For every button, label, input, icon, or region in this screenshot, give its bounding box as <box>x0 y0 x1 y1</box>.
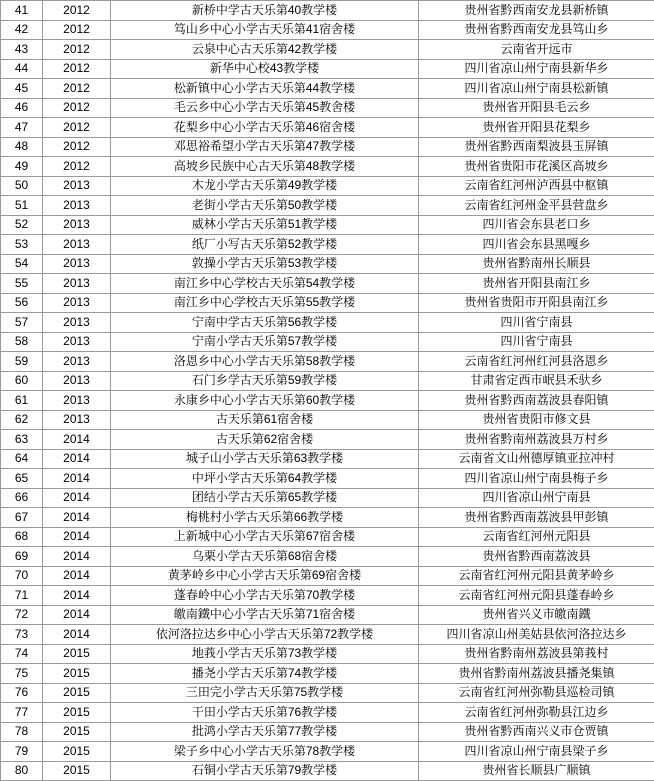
row-project-name: 上新城中心小学古天乐第67宿舍楼 <box>111 527 419 547</box>
row-project-name: 笃山乡中心小学古天乐第41宿舍楼 <box>111 20 419 40</box>
row-index: 54 <box>1 254 43 274</box>
row-year: 2012 <box>43 40 111 60</box>
row-project-name: 南江乡中心学校古天乐第54教学楼 <box>111 274 419 294</box>
row-index: 71 <box>1 586 43 606</box>
table-row <box>1 235 654 255</box>
row-year: 2015 <box>43 703 111 723</box>
row-index: 42 <box>1 20 43 40</box>
row-project-name: 花梨乡中心小学古天乐第46宿舍楼 <box>111 118 419 138</box>
row-location: 云南省红河州元阳县黄茅岭乡 <box>419 566 654 586</box>
row-location: 贵州省开阳县毛云乡 <box>419 98 654 118</box>
table-row <box>1 1 654 21</box>
row-year: 2013 <box>43 196 111 216</box>
table-row <box>1 118 654 138</box>
table-row <box>1 703 654 723</box>
row-index: 64 <box>1 449 43 469</box>
row-location: 四川省凉山州美姑县依河洛拉达乡 <box>419 625 654 645</box>
row-year: 2014 <box>43 508 111 528</box>
row-project-name: 蓬春岭中心小学古天乐第70教学楼 <box>111 586 419 606</box>
table-row <box>1 254 654 274</box>
row-year: 2015 <box>43 742 111 762</box>
row-year: 2013 <box>43 313 111 333</box>
row-index: 51 <box>1 196 43 216</box>
row-location: 云南省红河州弥勒县江边乡 <box>419 703 654 723</box>
row-year: 2014 <box>43 547 111 567</box>
row-index: 77 <box>1 703 43 723</box>
row-year: 2013 <box>43 254 111 274</box>
row-location: 贵州省贵阳市开阳县南江乡 <box>419 293 654 313</box>
row-year: 2013 <box>43 235 111 255</box>
table-row <box>1 586 654 606</box>
row-location: 贵州省黔南州荔波县播尧集镇 <box>419 664 654 684</box>
row-year: 2015 <box>43 644 111 664</box>
row-location: 贵州省贵阳市花溪区高坡乡 <box>419 157 654 177</box>
row-year: 2015 <box>43 664 111 684</box>
table-row <box>1 683 654 703</box>
table-row <box>1 293 654 313</box>
row-year: 2013 <box>43 274 111 294</box>
row-index: 79 <box>1 742 43 762</box>
table-row <box>1 410 654 430</box>
row-index: 60 <box>1 371 43 391</box>
row-index: 67 <box>1 508 43 528</box>
row-year: 2014 <box>43 605 111 625</box>
table-row <box>1 488 654 508</box>
row-index: 45 <box>1 79 43 99</box>
row-location: 贵州省黔南州荔波县第莪村 <box>419 644 654 664</box>
row-location: 贵州省黔西南安龙县笃山乡 <box>419 20 654 40</box>
row-project-name: 木龙小学古天乐第49教学楼 <box>111 176 419 196</box>
row-index: 49 <box>1 157 43 177</box>
row-project-name: 团结小学古天乐第65教学楼 <box>111 488 419 508</box>
table-row <box>1 79 654 99</box>
row-project-name: 威林小学古天乐第51教学楼 <box>111 215 419 235</box>
row-index: 73 <box>1 625 43 645</box>
table-row <box>1 547 654 567</box>
row-location: 贵州省黔西南兴义市仓贾镇 <box>419 722 654 742</box>
table-row <box>1 332 654 352</box>
row-project-name: 云泉中心古天乐第42教学楼 <box>111 40 419 60</box>
row-year: 2014 <box>43 566 111 586</box>
row-location: 云南省红河州弥勒县巡检司镇 <box>419 683 654 703</box>
row-location: 四川省凉山州宁南县 <box>419 488 654 508</box>
row-year: 2014 <box>43 430 111 450</box>
row-index: 76 <box>1 683 43 703</box>
row-year: 2014 <box>43 469 111 489</box>
row-location: 四川省宁南县 <box>419 313 654 333</box>
row-project-name: 洛恩乡中心小学古天乐第58教学楼 <box>111 352 419 372</box>
row-project-name: 梁子乡中心小学古天乐第78教学楼 <box>111 742 419 762</box>
row-location: 贵州省长顺县广顺镇 <box>419 761 654 781</box>
row-index: 65 <box>1 469 43 489</box>
row-location: 贵州省黔西南梨波县玉屏镇 <box>419 137 654 157</box>
row-index: 61 <box>1 391 43 411</box>
row-year: 2012 <box>43 20 111 40</box>
row-year: 2014 <box>43 449 111 469</box>
row-project-name: 古天乐第62宿舍楼 <box>111 430 419 450</box>
row-index: 56 <box>1 293 43 313</box>
row-year: 2014 <box>43 488 111 508</box>
row-index: 78 <box>1 722 43 742</box>
row-index: 43 <box>1 40 43 60</box>
row-project-name: 老街小学古天乐第50教学楼 <box>111 196 419 216</box>
row-year: 2013 <box>43 215 111 235</box>
table-row <box>1 98 654 118</box>
row-year: 2012 <box>43 1 111 21</box>
row-project-name: 永康乡中心小学古天乐第60教学楼 <box>111 391 419 411</box>
row-year: 2012 <box>43 79 111 99</box>
row-location: 四川省宁南县 <box>419 332 654 352</box>
row-location: 贵州省黔南州荔波县万村乡 <box>419 430 654 450</box>
row-location: 云南省红河州红河县洛恩乡 <box>419 352 654 372</box>
row-location: 贵州省开阳县南江乡 <box>419 274 654 294</box>
row-index: 41 <box>1 1 43 21</box>
table-row <box>1 352 654 372</box>
row-location: 四川省凉山州宁南县松新镇 <box>419 79 654 99</box>
row-year: 2012 <box>43 157 111 177</box>
row-year: 2013 <box>43 293 111 313</box>
row-project-name: 南江乡中心学校古天乐第55教学楼 <box>111 293 419 313</box>
row-index: 75 <box>1 664 43 684</box>
row-year: 2013 <box>43 410 111 430</box>
table-row <box>1 722 654 742</box>
row-index: 74 <box>1 644 43 664</box>
row-year: 2015 <box>43 722 111 742</box>
row-project-name: 敦操小学古天乐第53教学楼 <box>111 254 419 274</box>
row-project-name: 乌栗小学古天乐第68宿舍楼 <box>111 547 419 567</box>
row-project-name: 中坪小学古天乐第64教学楼 <box>111 469 419 489</box>
row-project-name: 黄茅岭乡中心小学古天乐第69宿舍楼 <box>111 566 419 586</box>
row-index: 70 <box>1 566 43 586</box>
row-year: 2012 <box>43 118 111 138</box>
row-location: 甘肃省定西市岷县禾驮乡 <box>419 371 654 391</box>
row-location: 云南省红河州金平县营盘乡 <box>419 196 654 216</box>
row-project-name: 古天乐第61宿舍楼 <box>111 410 419 430</box>
row-project-name: 播尧小学古天乐第74教学楼 <box>111 664 419 684</box>
row-location: 四川省会东县老口乡 <box>419 215 654 235</box>
table-row <box>1 157 654 177</box>
row-index: 66 <box>1 488 43 508</box>
table-row <box>1 430 654 450</box>
row-location: 云南省红河州元阳县蓬春岭乡 <box>419 586 654 606</box>
row-index: 52 <box>1 215 43 235</box>
row-location: 贵州省黔西南荔波县 <box>419 547 654 567</box>
row-index: 58 <box>1 332 43 352</box>
row-location: 云南省红河州元阳县 <box>419 527 654 547</box>
row-index: 50 <box>1 176 43 196</box>
row-location: 贵州省黔西南荔波县甲彭镇 <box>419 508 654 528</box>
table-row <box>1 625 654 645</box>
row-location: 四川省凉山州宁南县梅子乡 <box>419 469 654 489</box>
row-index: 62 <box>1 410 43 430</box>
row-location: 四川省凉山州宁南县梁子乡 <box>419 742 654 762</box>
row-year: 2012 <box>43 98 111 118</box>
row-location: 四川省会东县黑嘎乡 <box>419 235 654 255</box>
row-project-name: 高坡乡民族中心古天乐第48教学楼 <box>111 157 419 177</box>
row-project-name: 毛云乡中心小学古天乐第45教舍楼 <box>111 98 419 118</box>
table-body <box>1 1 654 781</box>
row-project-name: 石铜小学古天乐第79教学楼 <box>111 761 419 781</box>
table-row <box>1 59 654 79</box>
row-project-name: 三田完小学古天乐第75教学楼 <box>111 683 419 703</box>
row-project-name: 邓思裕希望小学古天乐第47教学楼 <box>111 137 419 157</box>
row-location: 贵州省开阳县花梨乡 <box>419 118 654 138</box>
table-row <box>1 508 654 528</box>
row-location: 云南省文山州德厚镇亚拉冲村 <box>419 449 654 469</box>
row-index: 63 <box>1 430 43 450</box>
table-row <box>1 742 654 762</box>
table-row <box>1 40 654 60</box>
table-row <box>1 644 654 664</box>
row-location: 贵州省兴义市皦南鐵 <box>419 605 654 625</box>
row-year: 2013 <box>43 371 111 391</box>
table-row <box>1 313 654 333</box>
table-row <box>1 215 654 235</box>
row-index: 68 <box>1 527 43 547</box>
table-row <box>1 196 654 216</box>
table-row <box>1 605 654 625</box>
row-index: 59 <box>1 352 43 372</box>
row-year: 2013 <box>43 332 111 352</box>
row-project-name: 皦南鐵中心小学古天乐第71宿舍楼 <box>111 605 419 625</box>
row-index: 48 <box>1 137 43 157</box>
row-year: 2013 <box>43 391 111 411</box>
row-index: 72 <box>1 605 43 625</box>
row-index: 69 <box>1 547 43 567</box>
row-project-name: 石门乡学古天乐第59教学楼 <box>111 371 419 391</box>
row-year: 2015 <box>43 683 111 703</box>
row-location: 贵州省黔西南荔波县春阳镇 <box>419 391 654 411</box>
table-row <box>1 469 654 489</box>
row-year: 2013 <box>43 176 111 196</box>
row-project-name: 新华中心校43教学楼 <box>111 59 419 79</box>
table-row <box>1 664 654 684</box>
table-row <box>1 176 654 196</box>
table-row <box>1 371 654 391</box>
row-index: 57 <box>1 313 43 333</box>
row-project-name: 新桥中学古天乐第40教学楼 <box>111 1 419 21</box>
row-location: 贵州省贵阳市修文县 <box>419 410 654 430</box>
row-index: 53 <box>1 235 43 255</box>
row-year: 2014 <box>43 586 111 606</box>
row-project-name: 地莪小学古天乐第73教学楼 <box>111 644 419 664</box>
row-index: 47 <box>1 118 43 138</box>
row-year: 2012 <box>43 59 111 79</box>
row-year: 2014 <box>43 625 111 645</box>
row-location: 贵州省黔南州长顺县 <box>419 254 654 274</box>
row-project-name: 宁南小学古天乐第57教学楼 <box>111 332 419 352</box>
row-project-name: 城子山小学古天乐第63教学楼 <box>111 449 419 469</box>
table-row <box>1 527 654 547</box>
row-index: 46 <box>1 98 43 118</box>
row-project-name: 松新镇中心小学古天乐第44教学楼 <box>111 79 419 99</box>
table-row <box>1 274 654 294</box>
table-row <box>1 20 654 40</box>
table-row <box>1 137 654 157</box>
row-index: 80 <box>1 761 43 781</box>
row-project-name: 批鸿小学古天乐第77教学楼 <box>111 722 419 742</box>
row-year: 2012 <box>43 137 111 157</box>
row-location: 四川省凉山州宁南县新华乡 <box>419 59 654 79</box>
row-project-name: 纸厂小写古天乐第52教学楼 <box>111 235 419 255</box>
table-row <box>1 761 654 781</box>
row-project-name: 干田小学古天乐第76教学楼 <box>111 703 419 723</box>
row-year: 2013 <box>43 352 111 372</box>
table-row <box>1 566 654 586</box>
row-project-name: 宁南中学古天乐第56教学楼 <box>111 313 419 333</box>
row-year: 2014 <box>43 527 111 547</box>
row-project-name: 梅桃村小学古天乐第66教学楼 <box>111 508 419 528</box>
row-project-name: 依河洛拉达乡中心小学古天乐第72教学楼 <box>111 625 419 645</box>
row-index: 55 <box>1 274 43 294</box>
row-location: 贵州省黔西南安龙县新桥镇 <box>419 1 654 21</box>
row-location: 云南省开远市 <box>419 40 654 60</box>
row-year: 2015 <box>43 761 111 781</box>
row-index: 44 <box>1 59 43 79</box>
row-location: 云南省红河州泸西县中枢镇 <box>419 176 654 196</box>
table-row <box>1 449 654 469</box>
table-row <box>1 391 654 411</box>
